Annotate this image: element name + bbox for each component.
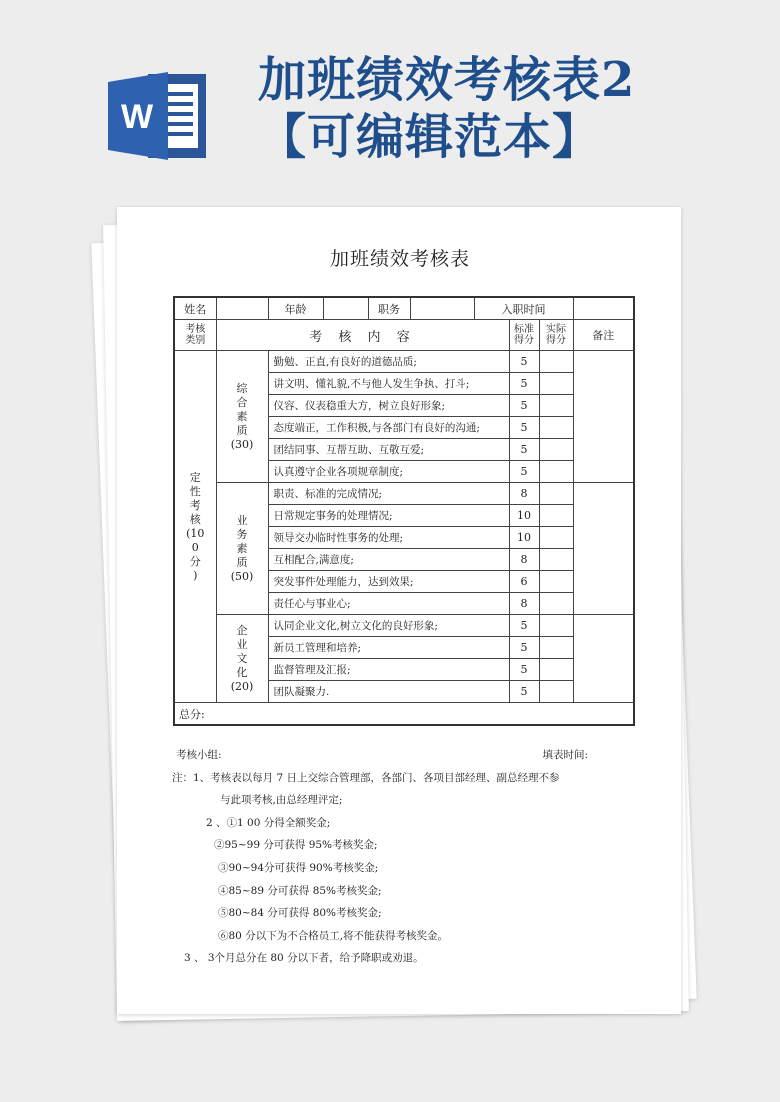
standard-score: 5 bbox=[509, 373, 539, 395]
actual-score-cell[interactable] bbox=[539, 505, 573, 527]
item-text: 团队凝聚力. bbox=[268, 681, 509, 703]
content-header: 考 核 内 容 bbox=[216, 320, 509, 351]
assessment-table bbox=[173, 296, 635, 726]
actual-score-cell[interactable] bbox=[539, 395, 573, 417]
item-text: 团结同事、互帮互助、互敬互爱; bbox=[268, 439, 509, 461]
note-line: ③90~94分可获得 90%考核奖金; bbox=[218, 861, 379, 874]
hire-date-label: 入职时间 bbox=[474, 297, 573, 320]
name-field[interactable] bbox=[216, 297, 268, 320]
table-row bbox=[174, 615, 634, 637]
age-label: 年龄 bbox=[268, 297, 323, 320]
note-line: 与此项考核,由总经理评定; bbox=[220, 794, 343, 807]
standard-score: 5 bbox=[509, 637, 539, 659]
position-field[interactable] bbox=[410, 297, 474, 320]
item-text: 态度端正，工作积极,与各部门有良好的沟通; bbox=[268, 417, 509, 439]
actual-score-cell[interactable] bbox=[539, 439, 573, 461]
actual-score-cell[interactable] bbox=[539, 615, 573, 637]
standard-score: 6 bbox=[509, 571, 539, 593]
note-line: 2 、①1 00 分得全额奖金; bbox=[206, 816, 331, 829]
actual-score-cell[interactable] bbox=[539, 351, 573, 373]
actual-score-cell[interactable] bbox=[539, 681, 573, 703]
item-text: 领导交办临时性事务的处理; bbox=[268, 527, 509, 549]
standard-score: 10 bbox=[509, 505, 539, 527]
item-text: 互相配合,满意度; bbox=[268, 549, 509, 571]
standard-score-header: 标准 得分 bbox=[509, 320, 539, 351]
actual-score-cell[interactable] bbox=[539, 659, 573, 681]
header-info-row bbox=[174, 297, 634, 320]
document-title: 加班绩效考核表 bbox=[329, 248, 470, 270]
item-text: 责任心与事业心; bbox=[268, 593, 509, 615]
note-line: ②95~99 分可获得 95%考核奖金; bbox=[214, 839, 378, 852]
actual-score-cell[interactable] bbox=[539, 549, 573, 571]
standard-score: 5 bbox=[509, 615, 539, 637]
actual-score-cell[interactable] bbox=[539, 461, 573, 483]
group-label-comprehensive: 综 合 素 质 (30) bbox=[216, 351, 268, 483]
actual-score-header: 实际 得分 bbox=[539, 320, 573, 351]
standard-score: 5 bbox=[509, 351, 539, 373]
actual-score-cell[interactable] bbox=[539, 373, 573, 395]
item-text: 勤勉、正直,有良好的道德品质; bbox=[268, 351, 509, 373]
item-text: 日常规定事务的处理情况; bbox=[268, 505, 509, 527]
remarks-cell[interactable] bbox=[573, 351, 634, 483]
remarks-cell[interactable] bbox=[573, 483, 634, 615]
remarks-cell[interactable] bbox=[573, 615, 634, 703]
actual-score-cell[interactable] bbox=[539, 417, 573, 439]
banner-title bbox=[258, 52, 758, 166]
remarks-header: 备注 bbox=[573, 320, 634, 351]
total-row bbox=[174, 703, 634, 726]
standard-score: 8 bbox=[509, 483, 539, 505]
actual-score-cell[interactable] bbox=[539, 593, 573, 615]
standard-score: 5 bbox=[509, 417, 539, 439]
item-text: 讲文明、懂礼貌,不与他人发生争执、打斗; bbox=[268, 373, 509, 395]
actual-score-cell[interactable] bbox=[539, 571, 573, 593]
banner-title-line2: 【可编辑范本】 bbox=[258, 109, 602, 165]
total-label: 总分: bbox=[174, 703, 634, 726]
actual-score-cell[interactable] bbox=[539, 483, 573, 505]
name-label: 姓名 bbox=[174, 297, 216, 320]
actual-score-cell[interactable] bbox=[539, 637, 573, 659]
position-label: 职务 bbox=[368, 297, 410, 320]
standard-score: 5 bbox=[509, 395, 539, 417]
standard-score: 5 bbox=[509, 461, 539, 483]
table-row bbox=[174, 351, 634, 373]
signature-line bbox=[176, 744, 636, 767]
fill-time-label: 填表时间: bbox=[542, 749, 588, 761]
word-document-icon bbox=[108, 68, 208, 164]
item-text: 突发事件处理能力，达到效果; bbox=[268, 571, 509, 593]
standard-score: 5 bbox=[509, 439, 539, 461]
hire-date-field[interactable] bbox=[573, 297, 634, 320]
item-text: 职责、标准的完成情况; bbox=[268, 483, 509, 505]
item-text: 仪容、仪表稳重大方，树立良好形象; bbox=[268, 395, 509, 417]
banner-title-line1: 加班绩效考核表2 bbox=[258, 52, 636, 108]
note-line: 3 、 3个月总分在 80 分以下者，给予降职或劝退。 bbox=[184, 952, 424, 965]
item-text: 监督管理及汇报; bbox=[268, 659, 509, 681]
standard-score: 8 bbox=[509, 549, 539, 571]
actual-score-cell[interactable] bbox=[539, 527, 573, 549]
note-line: ⑤80~84 分可获得 80%考核奖金; bbox=[218, 907, 382, 920]
column-header-row bbox=[174, 320, 634, 351]
standard-score: 10 bbox=[509, 527, 539, 549]
standard-score: 5 bbox=[509, 681, 539, 703]
note-line: ④85~89 分可获得 85%考核奖金; bbox=[218, 884, 382, 897]
standard-score: 5 bbox=[509, 659, 539, 681]
note-line: 注：1、考核表以每月 7 日上交综合管理部，各部门、各项目部经理、副总经理不参 bbox=[172, 771, 560, 784]
category-header: 考核 类别 bbox=[174, 320, 216, 351]
note-line: ⑥80 分以下为不合格员工,将不能获得考核奖金。 bbox=[218, 929, 449, 942]
category-qualitative: 定 性 考 核 (10 0 分 ) bbox=[174, 351, 216, 703]
footer-notes bbox=[172, 744, 636, 970]
svg-text:W: W bbox=[120, 98, 154, 136]
item-text: 认真遵守企业各项规章制度; bbox=[268, 461, 509, 483]
standard-score: 8 bbox=[509, 593, 539, 615]
table-row bbox=[174, 483, 634, 505]
item-text: 新员工管理和培养; bbox=[268, 637, 509, 659]
age-field[interactable] bbox=[323, 297, 368, 320]
group-label-culture: 企 业 文 化 (20) bbox=[216, 615, 268, 703]
review-team-label: 考核小组: bbox=[176, 749, 222, 761]
group-label-business: 业 务 素 质 (50) bbox=[216, 483, 268, 615]
item-text: 认同企业文化,树立文化的良好形象; bbox=[268, 615, 509, 637]
